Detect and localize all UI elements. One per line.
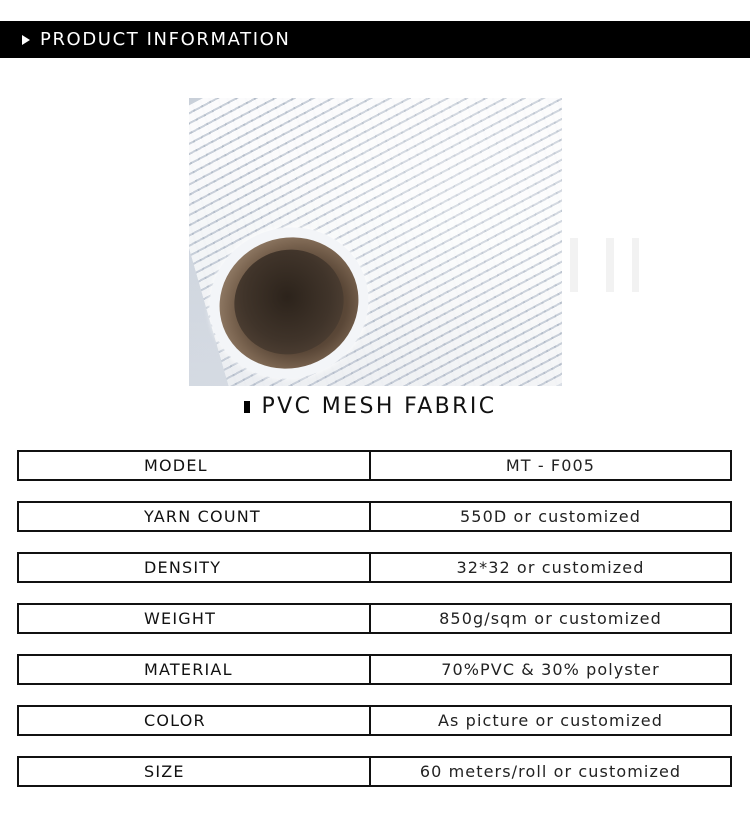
spec-row-size — [17, 756, 732, 787]
section-title: PRODUCT INFORMATION — [40, 29, 291, 50]
spec-value: MT - F005 — [505, 456, 596, 475]
spec-label: YARN COUNT — [19, 503, 371, 530]
spec-label: COLOR — [19, 707, 371, 734]
spec-value: As picture or customized — [438, 711, 663, 730]
spec-label: MODEL — [19, 452, 371, 479]
spec-label: SIZE — [19, 758, 371, 785]
spec-row-model — [17, 450, 732, 481]
spec-row-material — [17, 654, 732, 685]
watermark-overflow — [562, 232, 672, 292]
product-image — [189, 98, 562, 386]
spec-row-density — [17, 552, 732, 583]
spec-value: 550D or customized — [460, 507, 641, 526]
square-bullet-icon — [244, 401, 250, 413]
spec-row-yarn-count — [17, 501, 732, 532]
triangle-right-icon — [22, 35, 30, 45]
spec-label: DENSITY — [19, 554, 371, 581]
product-name: PVC MESH FABRIC — [261, 394, 497, 419]
spec-value: 32*32 or customized — [456, 558, 645, 577]
watermark — [489, 248, 562, 328]
spec-row-color — [17, 705, 732, 736]
spec-value: 70%PVC & 30% polyster — [441, 660, 660, 679]
spec-value: 850g/sqm or customized — [439, 609, 662, 628]
spec-label: WEIGHT — [19, 605, 371, 632]
section-header-bar — [0, 21, 750, 58]
spec-row-weight — [17, 603, 732, 634]
spec-value: 60 meters/roll or customized — [419, 762, 682, 781]
product-name-heading — [0, 396, 750, 418]
spec-label: MATERIAL — [19, 656, 371, 683]
